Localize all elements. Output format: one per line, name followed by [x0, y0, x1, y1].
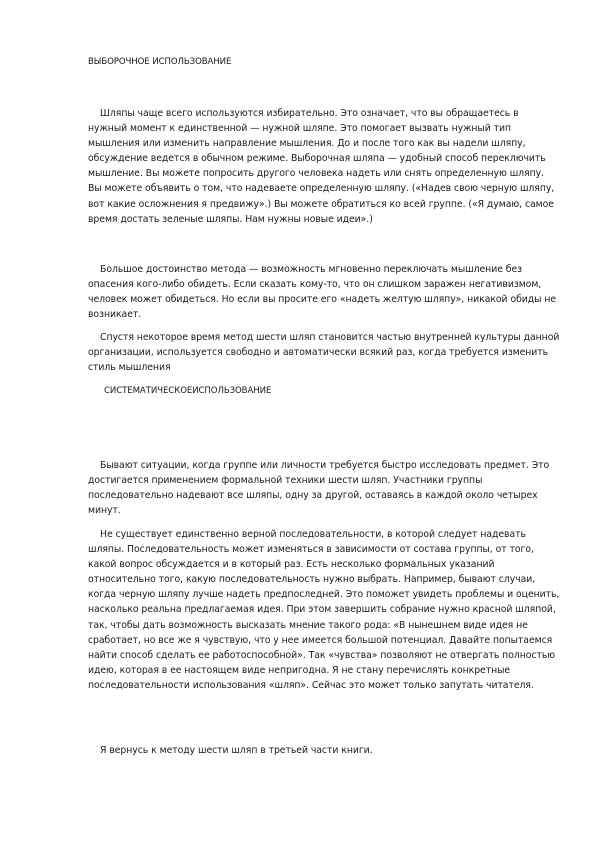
heading-selective-use: ВЫБОРОЧНОЕ ИСПОЛЬЗОВАНИЕ — [88, 57, 232, 67]
heading-systematic-use: СИСТЕМАТИЧЕСКОЕИСПОЛЬЗОВАНИЕ — [104, 386, 272, 396]
paragraph-systematic-1: Бывают ситуации, когда группе или личности требуется быстро исследовать предмет. Это достигается применением формальной техники шести шляп. Участники группы последовательно надевают все шляпы, одну за другой, оставаясь в каждой около четырех минут. — [88, 460, 550, 517]
paragraph-selective-1: Шляпы чаще всего используются избирательно. Это означает, что вы обращаетесь в нужный момент к единственной — нужной шляпе. Это помогает вызвать нужный тип мышления или изменить направление мышления. До и после того как вы надели шляпу, обсуждение ведется в обычном режиме. Выборочная шляпа — удобный способ переключить мышление. Вы можете попросить другого человека надеть или снять определенную шляпу. Вы можете объявить о том, что надеваете определенную шляпу. («Надев свою черную шляпу, вот какие осложнения я предвижу».) Вы можете обратиться ко всей группе. («Я думаю, самое время достать зеленые шляпы. Нам нужны новые идеи».) — [88, 108, 555, 225]
paragraph-systematic-3: Я вернусь к методу шести шляп в третьей части книги. — [100, 745, 373, 756]
paragraph-systematic-2: Не существует единственно верной последовательности, в которой следует надевать шляпы. Последовательность может изменяться в зависимости от состава группы, от того, какой вопрос обсуждается и в который раз. Есть несколько формальных указаний относительно того, какую последовательность нужно выбрать. Например, бывают случаи, когда черную шляпу лучше надеть предпоследней. Это поможет увидеть проблемы и оценить, насколько реальна предлагаемая идея. При этом завершить собрание нужно красной шляпой, так, чтобы дать возможность высказать мнение такого рода: «В нынешнем виде идея не сработает, но все же я чувствую, что у нее имеется большой потенциал. Давайте попытаемся найти способ сделать ее работоспособной». Так «чувства» позволяют не отвергать полностью идею, которая в ее настоящем виде непригодна. Я не стану перечислять конкретные последовательности использования «шляп». Сейчас это может только запутать читателя. — [88, 529, 560, 691]
paragraph-selective-2: Большое достоинство метода — возможность мгновенно переключать мышление без опасения кого-либо обидеть. Если сказать кому-то, что он слишком заражен негативизмом, человек может обидеться. Но если вы просите его «надеть желтую шляпу», никакой обиды не возникает. — [88, 264, 557, 321]
paragraph-selective-3: Спустя некоторое время метод шести шляп становится частью внутренней культуры данной организации, используется свободно и автоматически всякий раз, когда требуется изменить стиль мышления — [88, 332, 560, 374]
